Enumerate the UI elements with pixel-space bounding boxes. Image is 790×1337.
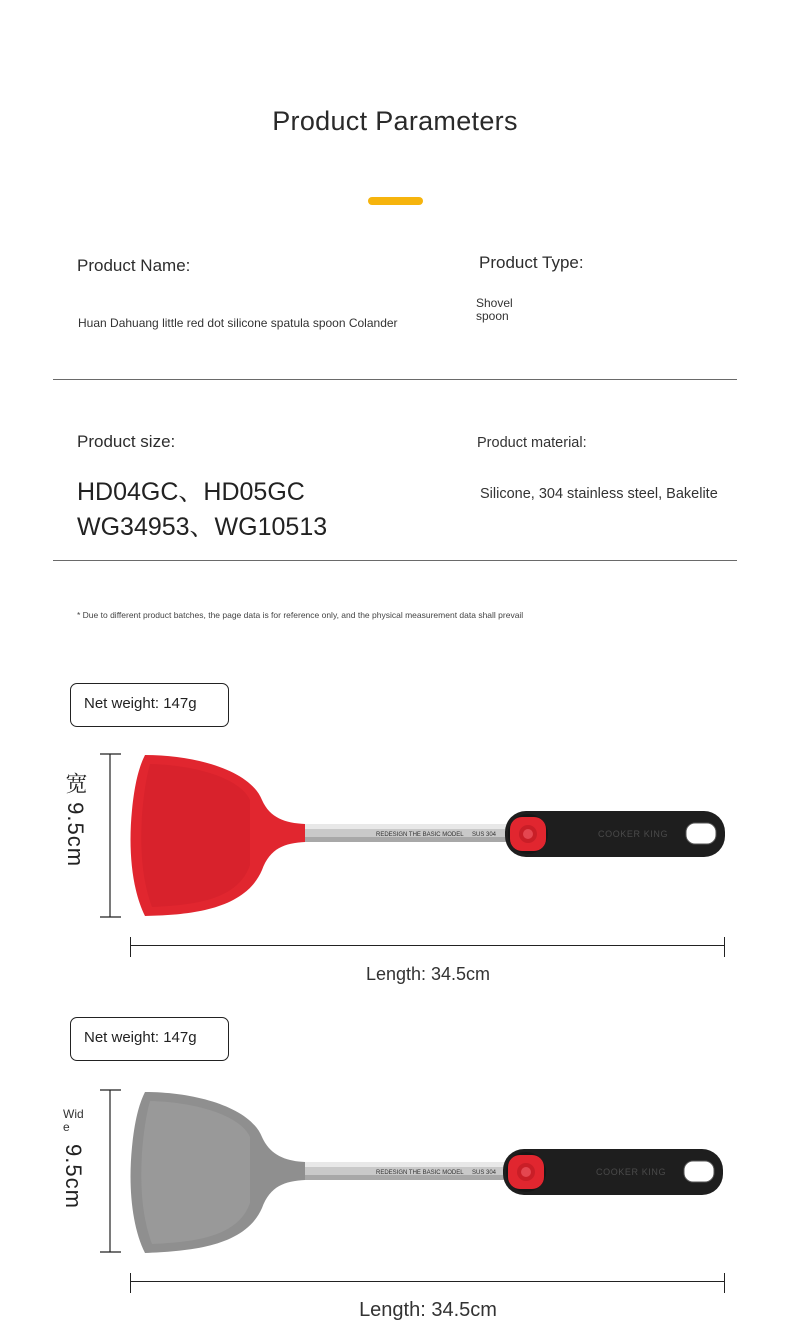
length-tick-left bbox=[130, 1273, 131, 1293]
length-label: Length: 34.5cm bbox=[359, 1299, 497, 1321]
product-name-value: Huan Dahuang little red dot silicone spatula spoon Colander bbox=[78, 316, 398, 330]
net-weight-box bbox=[70, 683, 229, 727]
shaft-code: SUS 304 bbox=[472, 832, 497, 838]
length-tick-right bbox=[724, 1273, 725, 1293]
product-type-label: Product Type: bbox=[479, 253, 584, 272]
shaft-code: SUS 304 bbox=[472, 1170, 497, 1176]
handle-brand: COOKER KING bbox=[598, 829, 669, 839]
length-tick-right bbox=[724, 937, 725, 957]
width-label-small: Wide bbox=[63, 1107, 84, 1134]
length-line bbox=[131, 1281, 725, 1282]
product-type-value bbox=[476, 297, 513, 323]
page-title: Product Parameters bbox=[272, 106, 518, 136]
handle-brand: COOKER KING bbox=[596, 1167, 667, 1177]
divider-bottom bbox=[53, 560, 737, 561]
product-type-line1: Shovel bbox=[476, 296, 513, 310]
title-accent-bar bbox=[368, 197, 423, 205]
length-label: Length: 34.5cm bbox=[365, 964, 491, 984]
disclaimer-note: * Due to different product batches, the page data is for reference only, and the physical measurement data shall prevail bbox=[77, 610, 524, 620]
product-material-value: Silicone, 304 stainless steel, Bakelite bbox=[480, 486, 718, 502]
divider-top bbox=[53, 379, 737, 380]
spatula-red-illustration bbox=[0, 740, 790, 940]
product-material-label: Product material: bbox=[477, 435, 587, 451]
product-size-line1: HD04GC、HD05GC bbox=[77, 478, 305, 506]
shaft-text: REDESIGN THE BASIC MODEL bbox=[376, 1170, 464, 1176]
product-size-value bbox=[77, 475, 327, 545]
net-weight-box bbox=[70, 1017, 229, 1061]
spatula-gray-illustration bbox=[0, 1075, 790, 1270]
width-label: 宽 9.5cm bbox=[63, 772, 88, 868]
product-size-label: Product size: bbox=[77, 432, 176, 451]
product-size-line2: WG34953、WG10513 bbox=[77, 513, 328, 541]
net-weight-label: Net weight: 147g bbox=[84, 695, 197, 712]
net-weight-label: Net weight: 147g bbox=[84, 1029, 197, 1046]
product-name-label: Product Name: bbox=[77, 256, 191, 275]
length-line bbox=[131, 945, 725, 946]
length-tick-left bbox=[130, 937, 131, 957]
product-type-line2: spoon bbox=[476, 309, 509, 323]
width-label: 9.5cm bbox=[61, 1144, 86, 1209]
shaft-text: REDESIGN THE BASIC MODEL bbox=[376, 832, 464, 838]
